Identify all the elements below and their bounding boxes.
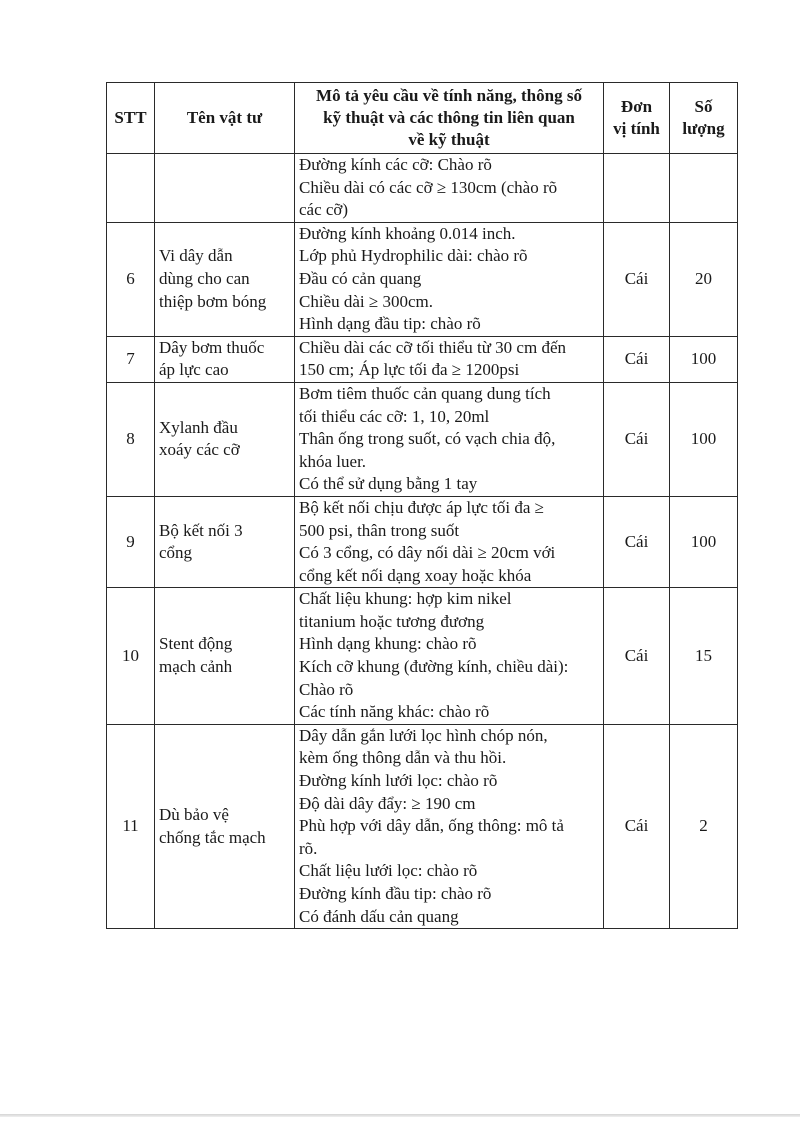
header-desc-line: kỹ thuật và các thông tin liên quan — [323, 108, 575, 127]
item-name-line: Dây bơm thuốc — [159, 337, 265, 357]
item-name-line: Vi dây dẫn — [159, 246, 233, 266]
table-row — [107, 336, 738, 382]
description-line: Đường kính đầu tip: chào rõ — [299, 884, 492, 903]
header-qty-line: lượng — [682, 119, 725, 138]
description-line: 150 cm; Áp lực tối đa ≥ 1200psi — [299, 360, 520, 380]
description-line: Phù hợp với dây dẫn, ống thông: mô tả — [299, 816, 564, 836]
cell-item-name — [155, 496, 295, 587]
cell-description — [295, 588, 604, 725]
item-name-line: chống tắc mạch — [159, 827, 266, 847]
cell-quantity: 15 — [670, 588, 738, 725]
description-line: Chất liệu lưới lọc: chào rõ — [299, 861, 478, 881]
cell-unit — [604, 154, 670, 223]
cell-description — [295, 336, 604, 382]
item-name-line: Bộ kết nối 3 — [159, 520, 243, 540]
description-line: Các tính năng khác: chào rõ — [299, 702, 490, 722]
cell-quantity: 20 — [670, 222, 738, 336]
table-row — [107, 588, 738, 725]
description-line: Có thể sử dụng bằng 1 tay — [299, 474, 478, 494]
table-row — [107, 496, 738, 587]
header-stt: STT — [107, 83, 155, 154]
description-line: Thân ống trong suốt, có vạch chia độ, — [299, 429, 556, 449]
item-name-line: xoáy các cỡ — [159, 440, 240, 460]
cell-stt: 6 — [107, 222, 155, 336]
cell-unit: Cái — [604, 724, 670, 928]
description-line: Bộ kết nối chịu được áp lực tối đa ≥ — [299, 497, 544, 517]
table-row — [107, 222, 738, 336]
description-line: Bơm tiêm thuốc cản quang dung tích — [299, 383, 551, 403]
cell-unit: Cái — [604, 222, 670, 336]
description-line: Hình dạng đầu tip: chào rõ — [299, 314, 481, 334]
description-line: tối thiểu các cỡ: 1, 10, 20ml — [299, 406, 490, 426]
header-qty — [670, 83, 738, 154]
table-row — [107, 382, 738, 496]
cell-stt: 10 — [107, 588, 155, 725]
description-line: Chiều dài các cỡ tối thiểu từ 30 cm đến — [299, 337, 566, 357]
item-name-line: cổng — [159, 543, 193, 563]
table-body — [107, 154, 738, 929]
description-line: Kích cỡ khung (đường kính, chiều dài): — [299, 657, 569, 677]
description-line: Dây dẫn gắn lưới lọc hình chóp nón, — [299, 725, 548, 745]
description-line: rõ. — [299, 838, 318, 858]
description-line: Có đánh dấu cản quang — [299, 906, 459, 926]
cell-description — [295, 154, 604, 223]
cell-item-name — [155, 154, 295, 223]
cell-quantity: 100 — [670, 336, 738, 382]
header-name: Tên vật tư — [155, 83, 295, 154]
header-desc-line: Mô tả yêu cầu về tính năng, thông số — [316, 86, 582, 105]
cell-unit: Cái — [604, 336, 670, 382]
item-name-line: áp lực cao — [159, 360, 229, 380]
cell-description — [295, 724, 604, 928]
description-line: Hình dạng khung: chào rõ — [299, 634, 477, 654]
item-name-line: Xylanh đầu — [159, 417, 238, 437]
description-line: Chiều dài ≥ 300cm. — [299, 291, 433, 311]
item-name-line: dùng cho can — [159, 268, 250, 288]
cell-quantity: 100 — [670, 382, 738, 496]
cell-stt: 11 — [107, 724, 155, 928]
cell-unit: Cái — [604, 588, 670, 725]
header-unit-line: Đơn — [620, 97, 653, 116]
header-unit-line: vị tính — [613, 119, 660, 138]
description-line: khóa luer. — [299, 451, 367, 471]
cell-stt: 7 — [107, 336, 155, 382]
table-header-row — [107, 83, 738, 154]
description-line: cổng kết nối dạng xoay hoặc khóa — [299, 565, 532, 585]
scan-edge-line — [0, 1114, 800, 1117]
cell-unit: Cái — [604, 382, 670, 496]
description-line: 500 psi, thân trong suốt — [299, 520, 460, 540]
item-name-line: thiệp bơm bóng — [159, 291, 267, 311]
header-unit — [604, 83, 670, 154]
cell-item-name — [155, 336, 295, 382]
description-line: Đường kính lưới lọc: chào rõ — [299, 771, 498, 791]
description-line: Chào rõ — [299, 679, 354, 699]
cell-stt: 9 — [107, 496, 155, 587]
description-line: Đầu có cản quang — [299, 268, 422, 288]
description-line: titanium hoặc tương đương — [299, 611, 485, 631]
description-line: Có 3 cổng, có dây nối dài ≥ 20cm với — [299, 543, 556, 563]
cell-description — [295, 382, 604, 496]
header-qty-line: Số — [694, 97, 713, 116]
cell-stt: 8 — [107, 382, 155, 496]
cell-quantity — [670, 154, 738, 223]
cell-item-name — [155, 222, 295, 336]
item-name-line: mạch cảnh — [159, 657, 233, 677]
description-line: Đường kính khoảng 0.014 inch. — [299, 223, 516, 243]
item-name-line: Stent động — [159, 634, 233, 654]
description-line: kèm ống thông dẫn và thu hồi. — [299, 748, 507, 768]
description-line: Chất liệu khung: hợp kim nikel — [299, 589, 512, 609]
description-line: Độ dài dây đẩy: ≥ 190 cm — [299, 793, 476, 813]
cell-unit: Cái — [604, 496, 670, 587]
cell-description — [295, 222, 604, 336]
description-line: các cỡ) — [299, 200, 349, 220]
description-line: Đường kính các cỡ: Chào rõ — [299, 155, 492, 174]
table-row — [107, 724, 738, 928]
cell-stt — [107, 154, 155, 223]
cell-item-name — [155, 724, 295, 928]
cell-quantity: 2 — [670, 724, 738, 928]
cell-item-name — [155, 382, 295, 496]
spec-table — [106, 82, 738, 929]
item-name-line: Dù bảo vệ — [159, 804, 229, 824]
cell-item-name — [155, 588, 295, 725]
cell-quantity: 100 — [670, 496, 738, 587]
description-line: Chiều dài có các cỡ ≥ 130cm (chào rõ — [299, 177, 558, 197]
cell-description — [295, 496, 604, 587]
header-desc — [295, 83, 604, 154]
description-line: Lớp phủ Hydrophilic dài: chào rõ — [299, 246, 528, 266]
table-row — [107, 154, 738, 223]
header-desc-line: về kỹ thuật — [408, 130, 490, 149]
